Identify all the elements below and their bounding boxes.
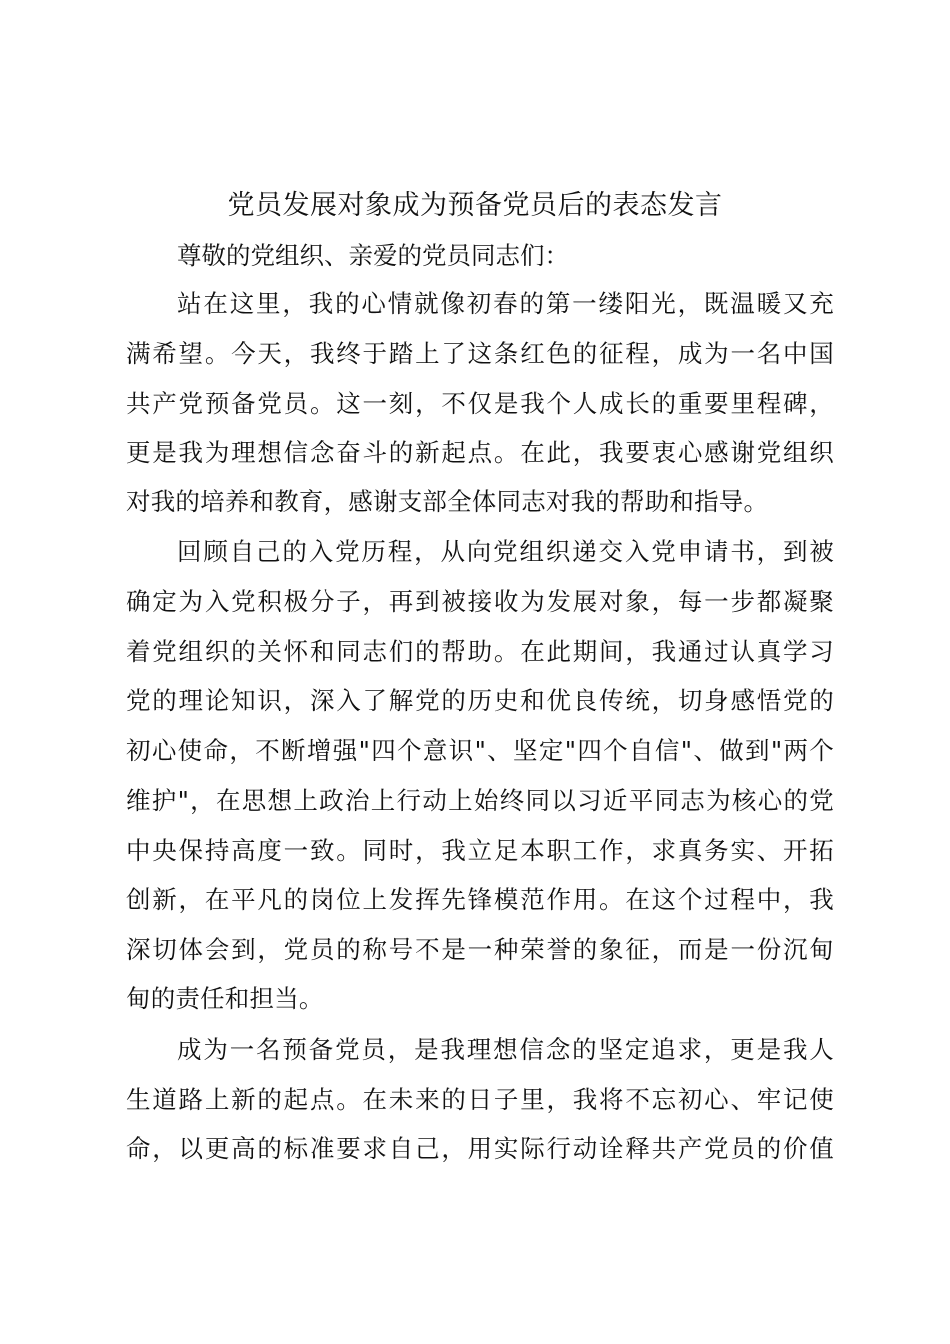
paragraph-2-line-2: 确定为入党积极分子，再到被接收为发展对象，每一步都凝聚 [126,587,834,616]
paragraph-2-line-5: 初心使命，不断增强"四个意识"、坚定"四个自信"、做到"两个 [126,736,834,765]
paragraph-1-line-4: 更是我为理想信念奋斗的新起点。在此，我要衷心感谢党组织 [126,438,834,467]
paragraph-2-line-4: 党的理论知识，深入了解党的历史和优良传统，切身感悟党的 [126,686,834,715]
paragraph-2-line-8: 创新，在平凡的岗位上发挥先锋模范作用。在这个过程中，我 [126,885,834,914]
paragraph-2-line-6: 维护"，在思想上政治上行动上始终同以习近平同志为核心的党 [126,786,834,815]
paragraph-1-line-5: 对我的培养和教育，感谢支部全体同志对我的帮助和指导。 [126,487,769,516]
paragraph-2-line-1: 回顾自己的入党历程，从向党组织递交入党申请书，到被 [177,537,834,566]
paragraph-2-line-7: 中央保持高度一致。同时，我立足本职工作，求真务实、开拓 [126,836,834,865]
paragraph-3-line-2: 生道路上新的起点。在未来的日子里，我将不忘初心、牢记使 [126,1085,834,1114]
paragraph-2-line-9: 深切体会到，党员的称号不是一种荣誉的象征，而是一份沉甸 [126,935,834,964]
document-title: 党员发展对象成为预备党员后的表态发言 [227,190,723,221]
paragraph-3-line-3: 命，以更高的标准要求自己，用实际行动诠释共产党员的价值 [126,1134,834,1163]
paragraph-2-line-3: 着党组织的关怀和同志们的帮助。在此期间，我通过认真学习 [126,637,834,666]
paragraph-1-line-2: 满希望。今天，我终于踏上了这条红色的征程，成为一名中国 [126,339,834,368]
paragraph-1-line-3: 共产党预备党员。这一刻，不仅是我个人成长的重要里程碑， [126,389,834,418]
paragraph-1-line-1: 站在这里，我的心情就像初春的第一缕阳光，既温暖又充 [177,289,834,318]
paragraph-3-line-1: 成为一名预备党员，是我理想信念的坚定追求，更是我人 [177,1035,834,1064]
salutation: 尊敬的党组织、亲爱的党员同志们： [177,241,569,270]
paragraph-2-line-10: 甸的责任和担当。 [126,984,324,1013]
